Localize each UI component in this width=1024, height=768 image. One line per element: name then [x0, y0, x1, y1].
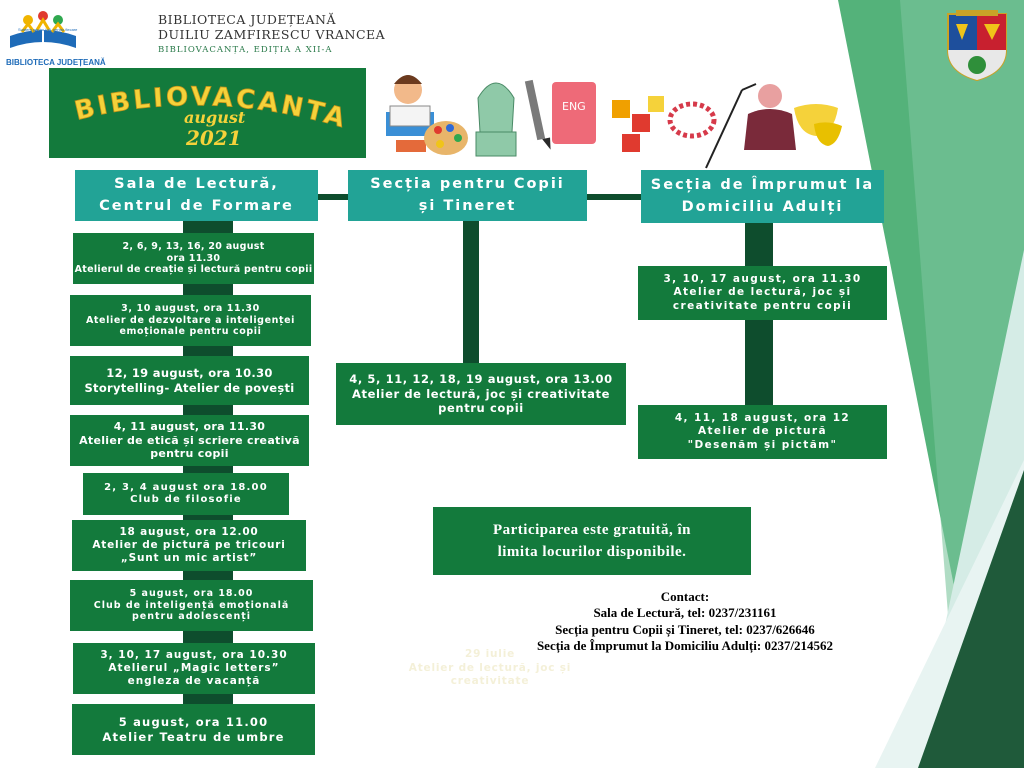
banner-month: august — [184, 108, 246, 127]
contact-section — [460, 589, 910, 654]
event-card: 18 august, ora 12.00 Atelier de pictură pe tricouri „Sunt un mic artist” — [72, 520, 306, 571]
logo-slogan: Suntem pentru toți, pentru fiecare — [18, 27, 78, 32]
statue-bust-icon — [476, 83, 516, 156]
column-stem — [463, 220, 479, 366]
event-card: 3, 10, 17 august, ora 10.30 Atelierul „Magic letters” engleza de vacanță — [73, 643, 315, 694]
theater-masks-icon — [794, 104, 842, 146]
connector-line — [317, 194, 348, 200]
pencil-icon — [525, 80, 553, 151]
connector-line — [587, 194, 641, 200]
free-participation-notice: Participarea este gratuită, în limita locurilor disponibile. — [433, 507, 751, 575]
event-card: 4, 11 august, ora 11.30 Atelier de etică și scriere creativă pentru copii — [70, 415, 309, 466]
contact-line: Sala de Lectură, tel: 0237/231161 — [593, 605, 777, 621]
coat-of-arms — [946, 10, 1008, 82]
header-title-line1: BIBLIOTECA JUDEȚEANĂ — [158, 12, 336, 27]
event-card: 3, 10 august, ora 11.30 Atelier de dezvoltare a inteligenței emoționale pentru copii — [70, 295, 311, 346]
column-header-adults: Secția de Împrumut la Domiciliu Adulți — [641, 170, 884, 223]
contact-line: Secția pentru Copii și Tineret, tel: 0237/626646 — [555, 621, 815, 637]
puppet-icon — [706, 84, 796, 168]
coat-of-arms-icon — [946, 10, 1008, 82]
event-card: 12, 19 august, ora 10.30 Storytelling- Atelier de povești — [70, 356, 309, 405]
banner-title: BIBLIOVACANTA — [71, 82, 351, 135]
column-header-children: Secția pentru Copii și Tineret — [348, 170, 587, 221]
event-card: 5 august, ora 11.00 Atelier Teatru de umbre — [72, 704, 315, 755]
event-card: 3, 10, 17 august, ora 11.30 Atelier de lectură, joc și creativitate pentru copii — [638, 266, 887, 320]
event-card: 2, 3, 4 august ora 18.00 Club de filosofie — [83, 473, 289, 515]
header-subtitle: BIBLIOVACANȚA, EDIȚIA A XII-A — [158, 45, 333, 55]
event-card: 4, 5, 11, 12, 18, 19 august, ora 13.00 Atelier de lectură, joc și creativitate pentru copii — [336, 363, 626, 425]
contact-heading: Contact: — [660, 589, 710, 604]
event-card: 4, 11, 18 august, ora 12 Atelier de pictură "Desenăm și pictăm" — [638, 405, 887, 459]
svg-text:ENG: ENG — [562, 100, 586, 113]
header-title-line2: DUILIU ZAMFIRESCU VRANCEA — [158, 27, 386, 42]
bead-necklace-icon — [670, 104, 714, 136]
event-banner — [49, 68, 366, 158]
illustrations-strip — [376, 60, 856, 172]
faded-event-text: 29 iulie Atelier de lectură, joc și creativitate — [408, 648, 572, 688]
contact-line: Secția de Împrumut la Domiciliu Adulți: 0237/214562 — [536, 637, 834, 653]
column-header-reading-room: Sala de Lectură, Centrul de Formare — [75, 170, 318, 221]
event-card: 2, 6, 9, 13, 16, 20 august ora 11.30 Atelierul de creație și lectură pentru copii — [73, 233, 314, 284]
event-card: 5 august, ora 18.00 Club de inteligență emoțională pentru adolescenți — [70, 580, 313, 631]
logo-caption: BIBLIOTECA JUDEȚEANĂ — [6, 58, 106, 67]
puzzle-pieces-icon — [612, 96, 664, 152]
english-book-icon — [552, 82, 596, 144]
paint-palette-icon — [424, 121, 468, 155]
library-logo — [4, 6, 106, 68]
banner-year: 2021 — [186, 126, 242, 150]
